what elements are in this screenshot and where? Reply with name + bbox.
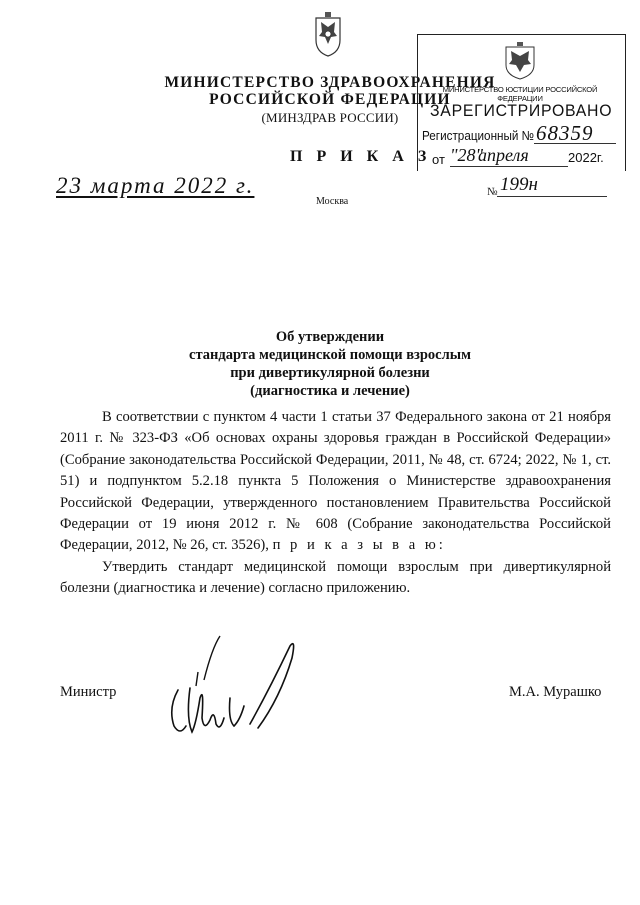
- handwritten-signature: [160, 628, 310, 748]
- number-label: №: [487, 186, 498, 198]
- signer-name: М.А. Мурашко: [509, 684, 602, 700]
- stamp-reg-label: Регистрационный №: [422, 128, 535, 143]
- handwritten-date: 23 марта 2022 г.: [56, 173, 255, 198]
- paragraph-1-text: В соответствии с пунктом 4 части 1 статьи 37 Федерального закона от 21 ноября 2011 г. № 323-ФЗ «Об основах охраны здоровья граждан в Российской Федерации» (Собрание законодательства Российской Федерации, 2011, № 48, ст. 6724; 2022, № 1, ст. 51) и подпунктом 5.2.18 пункта 5 Положения о Министерстве здравоохранения Российской Федерации, утвержденного постановлением Правительства Российской Федерации от 19 июня 2012 г. № 608 (Собрание законодательства Российской Федерации, 2012, № 26, ст. 3526),: [60, 409, 611, 554]
- stamp-date-month: апреля: [478, 145, 529, 165]
- handwritten-number: 199н: [500, 174, 538, 195]
- signer-position: Министр: [60, 684, 117, 700]
- coat-of-arms-emblem: [313, 10, 343, 58]
- body-paragraph-1: [60, 407, 611, 557]
- number-underline: [497, 196, 607, 197]
- ministry-short-name: (МИНЗДРАВ РОССИИ): [261, 110, 399, 125]
- stamp-date-prefix: от: [432, 152, 445, 167]
- registration-stamp: [417, 34, 626, 171]
- stamp-date-day: "28": [450, 145, 484, 165]
- city: Москва: [316, 196, 349, 207]
- body-paragraph-2: Утвердить стандарт медицинской помощи взрослым при дивертикулярной болезни (диагностика и лечение) согласно приложению.: [60, 558, 611, 597]
- title-line3: при дивертикулярной болезни: [230, 365, 430, 381]
- title-line4: (диагностика и лечение): [250, 383, 410, 399]
- title-line2: стандарта медицинской помощи взрослым: [189, 347, 471, 363]
- ministry-name-line1: МИНИСТЕРСТВО ЗДРАВООХРАНЕНИЯ: [164, 74, 496, 91]
- title-line1: Об утверждении: [275, 329, 385, 345]
- stamp-ministry-text: МИНИСТЕРСТВО ЮСТИЦИИ РОССИЙСКОЙ ФЕДЕРАЦИИ: [442, 85, 598, 103]
- document-type: П Р И К А З: [290, 148, 432, 165]
- ministry-name-line2: РОССИЙСКОЙ ФЕДЕРАЦИИ: [209, 91, 451, 108]
- document-body: [60, 407, 611, 600]
- stamp-registered-text: ЗАРЕГИСТРИРОВАНО: [430, 101, 613, 120]
- stamp-date-year: 2022г.: [568, 150, 604, 165]
- stamp-reg-number: 68359: [536, 121, 594, 145]
- stamp-emblem-icon: [502, 41, 538, 81]
- document-title: [150, 328, 510, 400]
- order-word: п р и к а з ы в а ю:: [272, 537, 446, 554]
